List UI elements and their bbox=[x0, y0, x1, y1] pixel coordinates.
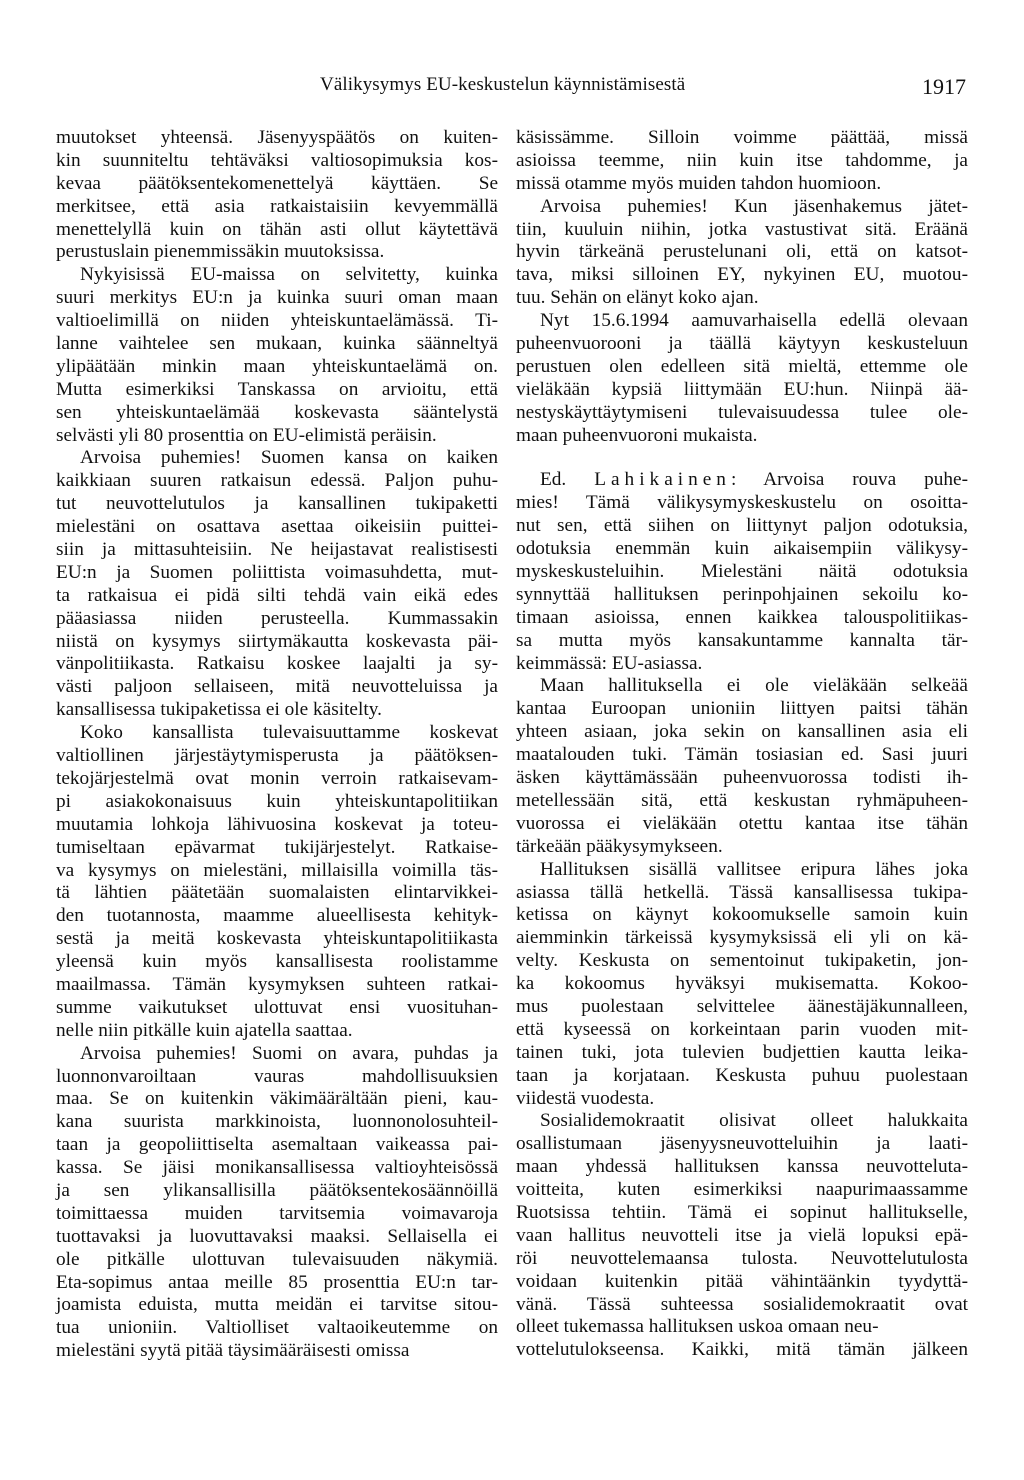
text-line: timaan asioissa, ennen kaikkea talouspolitiikas- bbox=[516, 606, 968, 628]
text-line: västi paljoon sellaiseen, mitä neuvotteluissa ja bbox=[56, 676, 498, 698]
text-line: maan puheenvuoroni mukaista. bbox=[516, 424, 758, 446]
text-line: tä lähtien päätetään suomalaisten elintarvikkei- bbox=[56, 882, 498, 904]
text-line: kassa. Se jäisi monikansallisessa valtioyhteisössä bbox=[56, 1157, 498, 1179]
text-line: menettelyllä kuin on tähän asti ollut käytettävä bbox=[56, 218, 498, 240]
text-line: nelle niin pitkälle kuin ajatella saattaa. bbox=[56, 1019, 353, 1041]
text-line: kana suurista markkinoista, luonnonolosuhteil- bbox=[56, 1111, 498, 1133]
text-line: maailmassa. Tämän kysymyksen suhteen ratkai- bbox=[56, 973, 498, 995]
text-line: Maan hallituksella ei ole vieläkään selkeää bbox=[540, 675, 968, 697]
text-line: tuottavaksi ja luovuttavaksi maaksi. Sellaisella ei bbox=[56, 1225, 498, 1247]
text-line: ylipäätään minkin maan yhteiskuntaelämä on. bbox=[56, 355, 498, 377]
text-line: tuu. Sehän on elänyt koko ajan. bbox=[516, 287, 759, 309]
text-line: sa mutta myös kansakuntamme kannalta tär- bbox=[516, 629, 968, 651]
page-number: 1917 bbox=[922, 74, 966, 99]
text-line: Sosialidemokraatit olisivat olleet halukkaita bbox=[540, 1110, 968, 1132]
text-line: aiemminkin tärkeissä kysymyksissä eli yli on kä- bbox=[516, 927, 968, 949]
text-line: ketissa on käynyt kokoomukselle samoin kuin bbox=[516, 904, 968, 926]
text-line: tumiseltaan epävarmat tukijärjestelyt. Ratkaise- bbox=[56, 836, 498, 858]
text-line: vuorossa ei vieläkään otettu kantaa itse tähän bbox=[516, 812, 968, 834]
text-line: toimittaessa muiden tarvitsemia voimavaroja bbox=[56, 1202, 498, 1224]
text-line: keimmässä: EU-asiassa. bbox=[516, 652, 703, 674]
text-line: ole pitkälle ulottuvan tulevaisuuden näkymiä. bbox=[56, 1248, 498, 1270]
text-line: va kysymys on mielestäni, millaisilla voimilla täs- bbox=[56, 859, 498, 881]
text-line: vieläkään kypsiä liittymään EU:hun. Niinpä ää- bbox=[516, 378, 968, 400]
text-line: tainen tuki, jota tulevien budjettien kautta leika- bbox=[516, 1041, 968, 1063]
text-line: röi neuvottelemaansa tulosta. Neuvottelutulosta bbox=[516, 1247, 968, 1269]
text-line: kaikkiaan suuren ratkaisun edessä. Paljon puhu- bbox=[56, 470, 498, 492]
text-line: Nykyisissä EU-maissa on selvitetty, kuinka bbox=[80, 264, 498, 286]
text-line: asioissa teemme, niin kuin itse tahdomme, ja bbox=[516, 149, 968, 171]
text-line: odotuksia enemmän kuin aikaisempiin välikysy- bbox=[516, 538, 968, 560]
text-line: Eta-sopimus antaa meille 85 prosenttia EU:n tar- bbox=[56, 1271, 498, 1293]
text-line: selvästi yli 80 prosenttia on EU-elimistä peräisin. bbox=[56, 424, 437, 446]
text-line: Hallituksen sisällä vallitsee eripura lähes joka bbox=[540, 858, 968, 880]
text-line: missä otamme myös muiden tahdon huomioon. bbox=[516, 172, 882, 194]
text-line: mielestäni on osattava asettaa oikeisiin puittei- bbox=[56, 516, 498, 538]
text-line: tiin, kuuluin niihin, jotka vastustivat sitä. Eräänä bbox=[516, 218, 968, 240]
text-line: summe vaikutukset ulottuvat ensi vuosituhan- bbox=[56, 996, 498, 1018]
text-line: joamista eduista, mutta meidän ei tarvitse sitou- bbox=[56, 1294, 498, 1316]
text-line: nut sen, että siihen on liittynyt paljon odotuksia, bbox=[516, 515, 968, 537]
text-line: perustuslain pienemmissäkin muutoksissa. bbox=[56, 241, 385, 263]
text-line: ka kokoomus hyväksyi mukisematta. Kokoo- bbox=[516, 973, 968, 995]
text-line: ta ratkaisua ei pidä silti tehdä vain eikä edes bbox=[56, 584, 498, 606]
speaker-colon: : bbox=[730, 469, 737, 491]
text-line: taan ja korjataan. Keskusta puhuu puolestaan bbox=[516, 1064, 968, 1086]
text-line: vottelutulokseensa. Kaikki, mitä tämän jälkeen bbox=[516, 1339, 968, 1361]
text-line: valtiollinen järjestäytymisperusta ja päätöksen- bbox=[56, 745, 498, 767]
text-line: suuri merkitys EU:n ja kuinka suuri oman maan bbox=[56, 287, 498, 309]
running-head: Välikysymys EU-keskustelun käynnistämisestä bbox=[320, 74, 686, 95]
text-line: Arvoisa puhemies! Suomen kansa on kaiken bbox=[80, 447, 498, 469]
text-line: vaan hallitus neuvotteli itse ja vielä lopuksi epä- bbox=[516, 1224, 968, 1246]
text-line: den tuotannosta, maamme alueellisesta kehityk- bbox=[56, 905, 498, 927]
speaker-line bbox=[516, 469, 968, 492]
text-line: luonnonvaroiltaan vauras mahdollisuuksien bbox=[56, 1065, 498, 1087]
speaker-line-text: Arvoisa rouva puhe- bbox=[736, 469, 968, 491]
text-line: äsken käyttämässään puheenvuorossa todisti ih- bbox=[516, 767, 968, 789]
text-line: tua unioniin. Valtiolliset valtaoikeutemme on bbox=[56, 1317, 498, 1339]
text-line: viidestä vuodesta. bbox=[516, 1087, 655, 1109]
text-line: tava, miksi silloinen EY, nykyinen EU, muotou- bbox=[516, 264, 968, 286]
text-line: olleet tukemassa hallituksen uskoa omaan neu- bbox=[516, 1316, 879, 1338]
text-line: metellessään sitä, että keskustan ryhmäpuheen- bbox=[516, 789, 968, 811]
text-line: Arvoisa puhemies! Kun jäsenhakemus jätet- bbox=[540, 195, 968, 217]
text-line: merkitsee, että asia ratkaistaisiin kevyemmällä bbox=[56, 195, 498, 217]
text-line: pääasiassa niiden perusteella. Kummassakin bbox=[56, 607, 498, 629]
text-line: kantaa Euroopan unioniin liittyen paitsi tähän bbox=[516, 698, 968, 720]
text-line: myskeskusteluihin. Mielestäni näitä odotuksia bbox=[516, 561, 968, 583]
text-line: muutamia lohkoja lähivuosina koskevat ja toteu- bbox=[56, 813, 498, 835]
text-line: nestyskäyttäytymiseni tulevaisuudessa tulee ole- bbox=[516, 401, 968, 423]
text-line: puheenvuorooni ja täällä käytyyn keskusteluun bbox=[516, 333, 968, 355]
text-line: mus puolestaan selvittelee äänestäjäkunnalleen, bbox=[516, 995, 968, 1017]
text-line: tärkeään pääkysymykseen. bbox=[516, 835, 723, 857]
text-line: vänä. Tässä suhteessa sosialidemokraatit ovat bbox=[516, 1293, 968, 1315]
text-line: käsissämme. Silloin voimme päättää, missä bbox=[516, 127, 968, 148]
paragraph-gap bbox=[516, 447, 968, 469]
text-line: EU:n ja Suomen poliittista voimasuhdetta, mut- bbox=[56, 561, 498, 583]
text-line: hyvin tärkeänä perustelunani oli, että on katsot- bbox=[516, 241, 968, 263]
text-line: Arvoisa puhemies! Suomi on avara, puhdas ja bbox=[80, 1042, 498, 1064]
speaker-prefix: Ed. bbox=[540, 469, 567, 491]
text-line: että kyseessä on korkeintaan parin vuoden mit- bbox=[516, 1018, 968, 1040]
text-line: taan ja geopoliittiselta asemaltaan vaikeassa pai- bbox=[56, 1134, 498, 1156]
text-line: siin ja mittasuhteisiin. Ne heijastavat realistisesti bbox=[56, 539, 498, 561]
text-line: vänpolitiikasta. Ratkaisu koskee laajalti ja sy- bbox=[56, 653, 498, 675]
text-line: kevaa päätöksentekomenettelyä käyttäen. Se bbox=[56, 172, 498, 194]
text-line: velty. Keskusta on sementoinut tukipaketin, jon- bbox=[516, 950, 968, 972]
text-line: mielestäni syytä pitää täysimääräisesti omissa bbox=[56, 1340, 410, 1362]
text-line: valtioelimillä on niiden yhteiskuntaelämässä. Ti- bbox=[56, 310, 498, 332]
speaker-name: Lahikainen bbox=[594, 469, 731, 491]
text-line: Ruotsissa tehtiin. Tämä ei sopinut hallitukselle, bbox=[516, 1201, 968, 1223]
text-line: asiassa tällä hetkellä. Tässä kansallisessa tukipa- bbox=[516, 881, 968, 903]
right-column bbox=[516, 127, 968, 1362]
text-line: tekojärjestelmä ovat monin verroin ratkaisevam- bbox=[56, 767, 498, 789]
text-line: Koko kansallista tulevaisuuttamme koskevat bbox=[80, 722, 498, 744]
left-column bbox=[56, 127, 498, 1363]
text-line: lanne vaihtelee sen mukaan, kuinka säänneltyä bbox=[56, 333, 498, 355]
text-line: pi asiakokonaisuus kuin yhteiskuntapolitiikan bbox=[56, 790, 498, 812]
text-line: perustuen olen edelleen sitä mieltä, ettemme ole bbox=[516, 355, 968, 377]
text-line: maatalouden tuki. Tämän tosiasian ed. Sasi juuri bbox=[516, 744, 968, 766]
text-line: osallistumaan jäsenyysneuvotteluihin ja laati- bbox=[516, 1133, 968, 1155]
text-line: kin suunniteltu tehtäväksi valtiosopimuksia kos- bbox=[56, 149, 498, 171]
text-line: maan yhdessä hallituksen kanssa neuvotteluta- bbox=[516, 1156, 968, 1178]
text-line: Mutta esimerkiksi Tanskassa on arvioitu, että bbox=[56, 378, 498, 400]
text-line: niistä on kysymys siirtymäkautta koskevasta päi- bbox=[56, 630, 498, 652]
text-line: synnyttää hallituksen perinpohjainen sekoilu ko- bbox=[516, 583, 968, 605]
text-line: kansallisessa tukipaketissa ei ole käsitelty. bbox=[56, 699, 382, 721]
text-line: tut neuvottelutulos ja kansallinen tukipaketti bbox=[56, 493, 498, 515]
text-line: ja sen ylikansallisilla päätöksentekosäännöillä bbox=[56, 1179, 498, 1201]
text-line: Nyt 15.6.1994 aamuvarhaisella edellä olevaan bbox=[540, 310, 968, 332]
text-line: voidaan kuitenkin pitää vähintäänkin tyydyttä- bbox=[516, 1270, 968, 1292]
text-line: yleensä kuin myös kansallisesta roolistamme bbox=[56, 951, 498, 973]
text-line: sestä ja meitä koskevasta yhteiskuntapolitiikasta bbox=[56, 928, 498, 950]
text-line: mies! Tämä välikysymyskeskustelu on osoitta- bbox=[516, 492, 968, 514]
text-line: voitteita, kuten esimerkiksi naapurimaassamme bbox=[516, 1179, 968, 1201]
text-line: yhteen asiaan, joka sekin on kansallinen asia eli bbox=[516, 721, 968, 743]
text-line: muutokset yhteensä. Jäsenyyspäätös on kuiten- bbox=[56, 127, 498, 148]
text-line: sen yhteiskuntaelämää koskevasta sääntelystä bbox=[56, 401, 498, 423]
text-line: maa. Se on kuitenkin väkimäärältään pieni, kau- bbox=[56, 1088, 498, 1110]
